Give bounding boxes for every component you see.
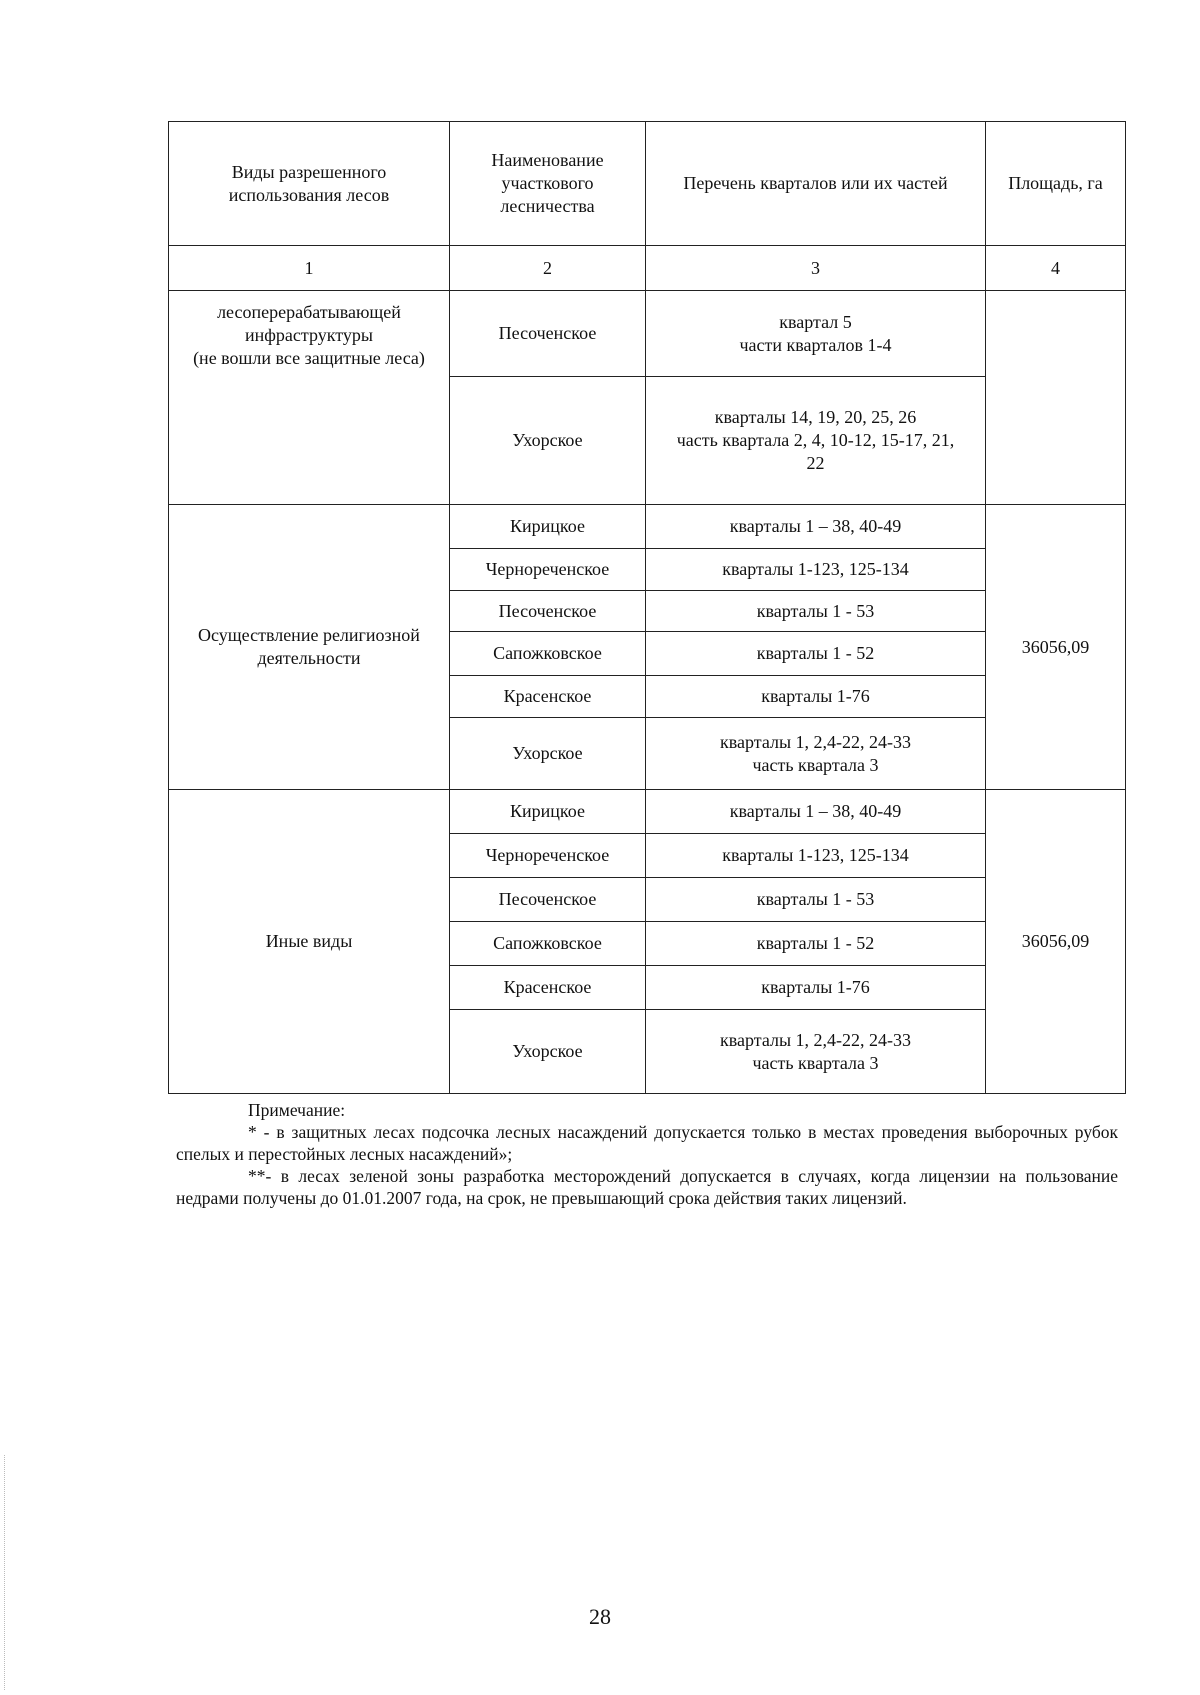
quarters-line: кварталы 1 – 38, 40-49: [729, 801, 902, 821]
quarters-line: кварталы 1-123, 125-134: [722, 559, 909, 579]
page-number: 28: [589, 1604, 611, 1629]
quarters-line: кварталы 1 - 53: [756, 889, 875, 909]
area-cell: 36056,09: [986, 790, 1126, 1094]
quarters-line: кварталы 1 - 52: [756, 643, 875, 663]
area-cell: [986, 291, 1126, 505]
header-usage-line: использования лесов: [228, 184, 390, 205]
usage-type-line: деятельности: [257, 648, 361, 668]
quarters-cell: [646, 790, 986, 834]
quarters-line: кварталы 1 - 52: [756, 933, 875, 953]
quarters-cell: [646, 591, 986, 632]
usage-type-cell: [169, 505, 450, 790]
column-number-row: [169, 246, 1126, 291]
note-item: * - в защитных лесах подсочка лесных насаждений допускается только в местах проведения выборочных рубок спелых и перестойных лесных насаждений»;: [176, 1122, 1118, 1164]
note-item: **- в лесах зеленой зоны разработка месторождений допускается в случаях, когда лицензии на пользование недрами получены до 01.01.2007 года, на срок, не превышающий срока действия таких лицензий.: [176, 1166, 1118, 1208]
forestry-name-cell: Красенское: [450, 676, 646, 718]
forestry-name-cell: Песоченское: [450, 878, 646, 922]
usage-type-line: (не вошли все защитные леса): [193, 348, 425, 368]
quarters-line: кварталы 1, 2,4-22, 24-33: [719, 731, 912, 752]
area-cell: 36056,09: [986, 505, 1126, 790]
quarters-line: части кварталов 1-4: [739, 334, 892, 355]
quarters-cell: [646, 966, 986, 1010]
quarters-cell: [646, 505, 986, 549]
forestry-name-cell: Чернореченское: [450, 549, 646, 591]
usage-type-line: лесоперерабатывающей: [217, 302, 401, 322]
header-usage-line: Виды разрешенного: [231, 161, 387, 182]
forestry-name-cell: Красенское: [450, 966, 646, 1010]
quarters-line: 22: [806, 453, 825, 473]
table-body: [169, 122, 1126, 1094]
quarters-line: кварталы 1-76: [761, 686, 870, 706]
table-row: [169, 505, 1126, 549]
header-area: Площадь, га: [986, 122, 1126, 246]
forestry-name-cell: Ухорское: [450, 1010, 646, 1094]
column-number: 3: [646, 246, 986, 291]
table-row: [169, 291, 1126, 377]
quarters-cell: [646, 834, 986, 878]
quarters-line: кварталы 1-76: [761, 977, 870, 997]
forestry-name-cell: Песоченское: [450, 591, 646, 632]
quarters-cell: [646, 878, 986, 922]
quarters-cell: [646, 291, 986, 377]
quarters-cell: [646, 676, 986, 718]
table-header-row: [169, 122, 1126, 246]
column-number: 1: [169, 246, 450, 291]
quarters-line: часть квартала 2, 4, 10-12, 15-17, 21,: [676, 430, 955, 450]
forestry-name-cell: Чернореченское: [450, 834, 646, 878]
usage-type-cell: [169, 291, 450, 505]
forest-usage-table: [168, 121, 1126, 1094]
column-number: 2: [450, 246, 646, 291]
forestry-name-cell: Песоченское: [450, 291, 646, 377]
usage-type-line: Иные виды: [265, 931, 353, 951]
header-forestry-line: лесничества: [500, 196, 595, 216]
quarters-cell: [646, 1010, 986, 1094]
header-forestry-name: [450, 122, 646, 246]
quarters-cell: [646, 718, 986, 790]
table-row: [169, 790, 1126, 834]
forestry-name-cell: Ухорское: [450, 377, 646, 505]
forestry-name-cell: Ухорское: [450, 718, 646, 790]
forestry-name-cell: Сапожковское: [450, 922, 646, 966]
quarters-line: часть квартала 3: [752, 1052, 879, 1073]
quarters-cell: [646, 377, 986, 505]
quarters-line: квартал 5: [779, 311, 852, 332]
scan-edge-mark: [4, 1455, 6, 1690]
forestry-name-cell: Сапожковское: [450, 632, 646, 676]
column-number: 4: [986, 246, 1126, 291]
quarters-line: кварталы 1 – 38, 40-49: [729, 516, 902, 536]
usage-type-cell: [169, 790, 450, 1094]
quarters-line: кварталы 14, 19, 20, 25, 26: [714, 407, 917, 427]
note-section: [176, 1099, 1118, 1209]
usage-type-line: инфраструктуры: [245, 325, 373, 345]
quarters-cell: [646, 922, 986, 966]
header-quarters-list: Перечень кварталов или их частей: [646, 122, 986, 246]
quarters-line: кварталы 1-123, 125-134: [722, 845, 909, 865]
header-usage-types: [169, 122, 450, 246]
quarters-cell: [646, 549, 986, 591]
usage-type-line: Осуществление религиозной: [198, 625, 420, 645]
quarters-line: кварталы 1 - 53: [756, 600, 875, 621]
quarters-line: часть квартала 3: [752, 754, 879, 775]
forestry-name-cell: Кирицкое: [450, 790, 646, 834]
forestry-name-cell: Кирицкое: [450, 505, 646, 549]
header-forestry-line: Наименование: [491, 150, 604, 170]
quarters-cell: [646, 632, 986, 676]
header-forestry-line: участкового: [501, 173, 594, 193]
quarters-line: кварталы 1, 2,4-22, 24-33: [719, 1029, 912, 1050]
note-title: Примечание:: [248, 1100, 346, 1120]
